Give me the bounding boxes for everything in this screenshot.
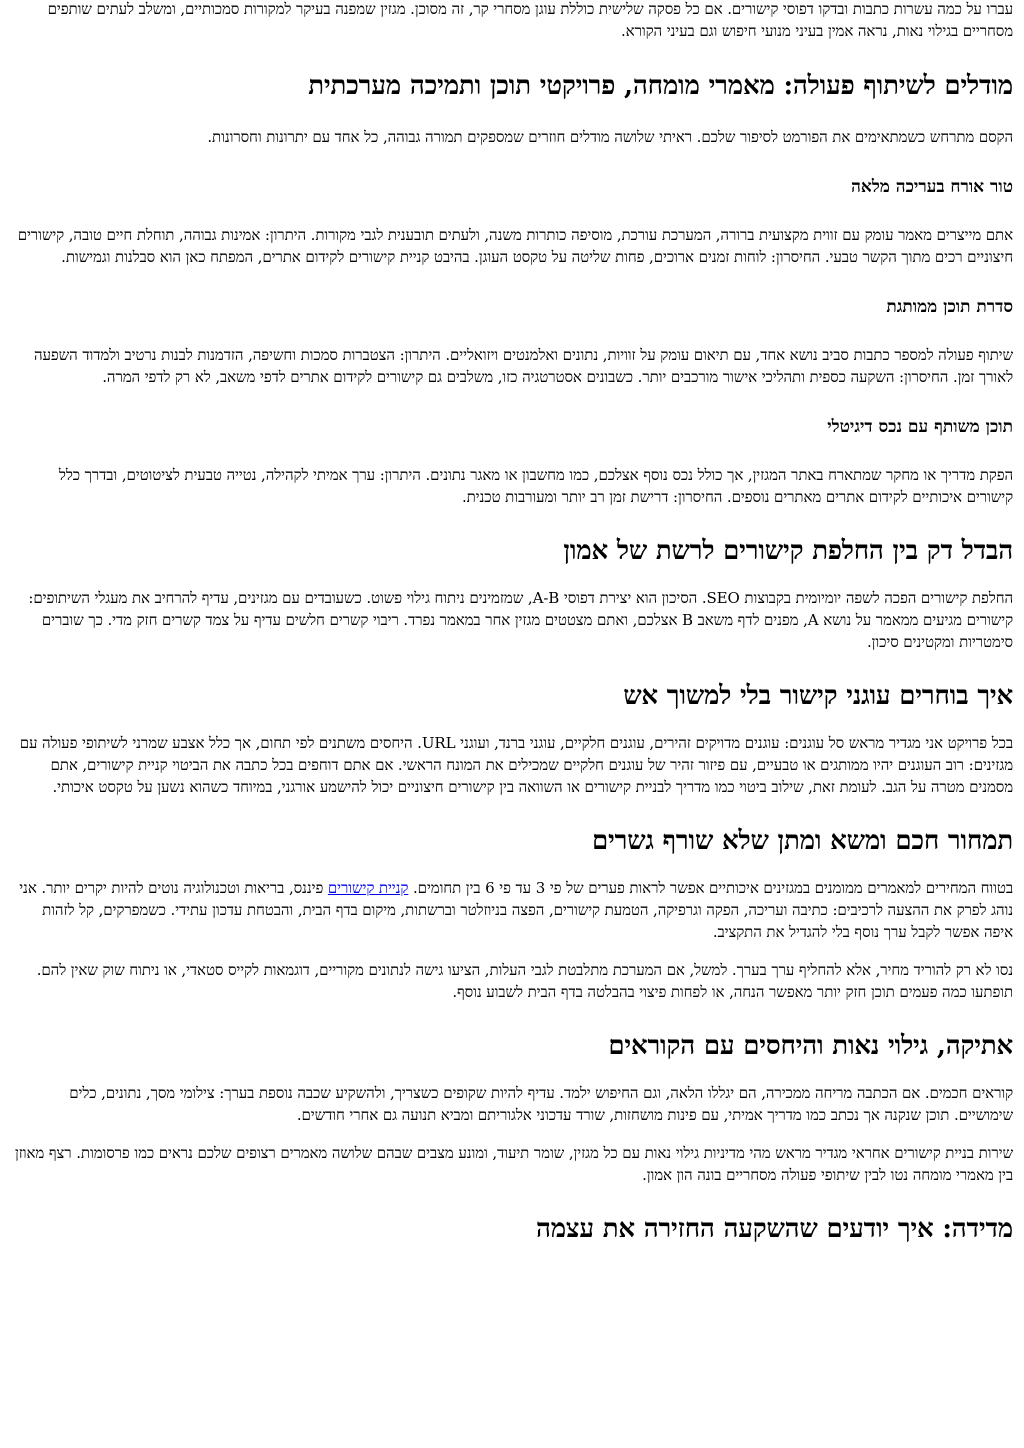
subheading-guest-column: טור אורח בעריכה מלאה bbox=[851, 177, 1013, 197]
subheading-branded-series: סדרת תוכן ממותגת bbox=[886, 297, 1013, 317]
article-paragraph: נסו לא רק להוריד מחיר, אלא להחליף ערך בערך. למשל, אם המערכת מתלבטת לגבי העלות, הציעו גישה לנתונים מקוריים, דוגמאות לקייס סטאדי, או ניתוח שוק שאין להם. תופתעו כמה פעמים תוכן חזק יותר מאפשר הנחה, או לפחות פיצוי בהבלטה בדף הבית לשבוע נוסף. bbox=[36, 961, 1013, 1001]
section-heading-ethics: אתיקה, גילוי נאות והיחסים עם הקוראים bbox=[608, 1031, 1013, 1061]
article-paragraph: שיתוף פעולה למספר כתבות סביב נושא אחד, עם תיאום עומק על זוויות, נתונים ואלמנטים ויזואליים. היתרון: הצטברות סמכות וחשיפה, הזדמנות לבנות נרטיב ולמדוד השפעה לאורך זמן. החיסרון: השקעה כספית ותהליכי אישור מורכבים יותר. כשבונים אסטרטגיה כזו, משלבים גם קישורים לקידום אתרים לדפי משאב, לא רק לדפי המרה. bbox=[33, 346, 1013, 386]
buy-links-link[interactable]: קניית קישורים bbox=[327, 879, 409, 897]
article-paragraph: קוראים חכמים. אם הכתבה מריחה ממכירה, הם יגללו הלאה, וגם החיפוש ילמד. עדיף להיות שקופים כשצריך, ולהשקיע שכבה נוספת בערך: צילומי מסך, נתונים, כלים שימושיים. תוכן שנקנה אך נכתב כמו מדריך אמיתי, עם פינות מושחזות, שורד עדכוני אלגוריתם ומביא תנועה גם אחרי חודשים. bbox=[69, 1084, 1013, 1124]
pricing-text-before-link: בטווח המחירים למאמרים ממומנים במגזינים איכותיים אפשר לראות פערים של פי 3 עד פי 6 בין תחומים. bbox=[413, 879, 1013, 897]
section-heading-anchor-text: איך בוחרים עוגני קישור בלי למשוך אש bbox=[623, 681, 1013, 711]
article-paragraph: הקסם מתרחש כשמתאימים את הפורמט לסיפור שלכם. ראיתי שלושה מודלים חוזרים שמספקים תמורה גבוהה, כל אחד עם יתרונות וחסרונות. bbox=[207, 128, 1013, 146]
section-heading-trust-network: הבדל דק בין החלפת קישורים לרשת של אמון bbox=[563, 536, 1013, 566]
article-paragraph: שירות בניית קישורים אחראי מגדיר מראש מהי מדיניות גילוי נאות עם כל מגזין, שומר תיעוד, ומונע מצבים שבהם שלושה מאמרים רצופים שלכם נראים כמו פרסומות. רצף מאוזן בין מאמרי מומחה נטו לבין שיתופי פעולה מסחריים בונה הון אמון. bbox=[14, 1144, 1013, 1184]
article-paragraph: אתם מייצרים מאמר עומק עם זווית מקצועית ברורה, המערכת עורכת, מוסיפה כותרות משנה, ולעתים תובענית לגבי מקורות. היתרון: אמינות גבוהה, תוחלת חיים טובה, קישורים חיצוניים רכים מתוך הקשר טבעי. החיסרון: לוחות זמנים ארוכים, פחות שליטה על טקסט העוגן. בהיבט קניית קישורים לקידום אתרים, המפתח כאן הוא סבלנות וגמישות. bbox=[17, 226, 1013, 266]
section-heading-measurement: מדידה: איך יודעים שהשקעה החזירה את עצמה bbox=[535, 1214, 1013, 1244]
section-heading-pricing: תמחור חכם ומשא ומתן שלא שורף גשרים bbox=[592, 826, 1013, 856]
pricing-text-after-link: פיננס, בריאות וטכנולוגיה נוטים להיות יקרים יותר. אני נוהג לפרק את ההצעה לרכיבים: כתיבה ועריכה, הפקה וגרפיקה, הטמעת קישורים, הפצה בניוזלטר וברשתות, מיקום בדף הבית, והבטחת עדכון עתידי. כשמפרקים, קל לזהות איפה אפשר לקבל ערך נוסף בלי להגדיל את התקציב. bbox=[19, 879, 1013, 941]
section-heading-collaboration-models: מודלים לשיתוף פעולה: מאמרי מומחה, פרויקטי תוכן ותמיכה מערכתית bbox=[308, 71, 1013, 101]
article-paragraph: בכל פרויקט אני מגדיר מראש סל עוגנים: עוגנים מדויקים זהירים, עוגנים חלקיים, עוגני ברנד, ועוגני URL. היחסים משתנים לפי תחום, אך כלל אצבע שמרני לשיתופי פעולה עם מגזינים: רוב העוגנים יהיו ממותגים או טבעיים, עם פיזור זהיר של עוגנים חלקיים שמכילים את המונח הראשי. אם אתם דוחפים בכל כתבה את הביטוי קניית קישורים, אתם מסמנים מטרה על הגב. לעומת זאת, שילוב ביטוי כמו מדריך לבניית קישורים או השוואה בין קישורים חיצוניים יכול להישמע אורגני, במיוחד כשהוא נשען על טקסט איכותי. bbox=[19, 734, 1013, 796]
article-paragraph: הפקת מדריך או מחקר שמתארח באתר המגזין, אך כולל נכס נוסף אצלכם, כמו מחשבון או מאגר נתונים. היתרון: ערך אמיתי לקהילה, נטייה טבעית לציטוטים, ובדרך כלל קישורים איכותיים לקידום אתרים מאתרים נוספים. החיסרון: דרישת זמן רב יותר ומעורבות טכנית. bbox=[58, 466, 1013, 506]
article-paragraph-pricing bbox=[10, 877, 1013, 943]
subheading-shared-digital-asset: תוכן משותף עם נכס דיגיטלי bbox=[827, 417, 1013, 437]
article-paragraph: עברו על כמה עשרות כתבות ובדקו דפוסי קישורים. אם כל פסקה שלישית כוללת עוגן מסחרי קר, זה מסוכן. מגזין שמפנה בעיקר למקורות סמכותיים, ומשלב לעתים שותפים מסחריים בגילוי נאות, נראה אמין בעיני מנועי חיפוש וגם בעיני הקורא. bbox=[47, 0, 1013, 40]
article-paragraph: החלפת קישורים הפכה לשפה יומיומית בקבוצות SEO. הסיכון הוא יצירת דפוסי A-B, שמזמינים ניתוח גילוי פשוט. כשעובדים עם מגזינים, עדיף להרחיב את מעגלי השיתופים: קישורים מגיעים ממאמר על נושא A, מפנים לדף משאב B אצלכם, ואתם מצטטים מגזין אחר במאמר נפרד. ריבוי קשרים חלשים עדיף על צמד קשרים חזק מדי. כך שוברים סימטריות ומקטינים סיכון. bbox=[28, 589, 1013, 651]
